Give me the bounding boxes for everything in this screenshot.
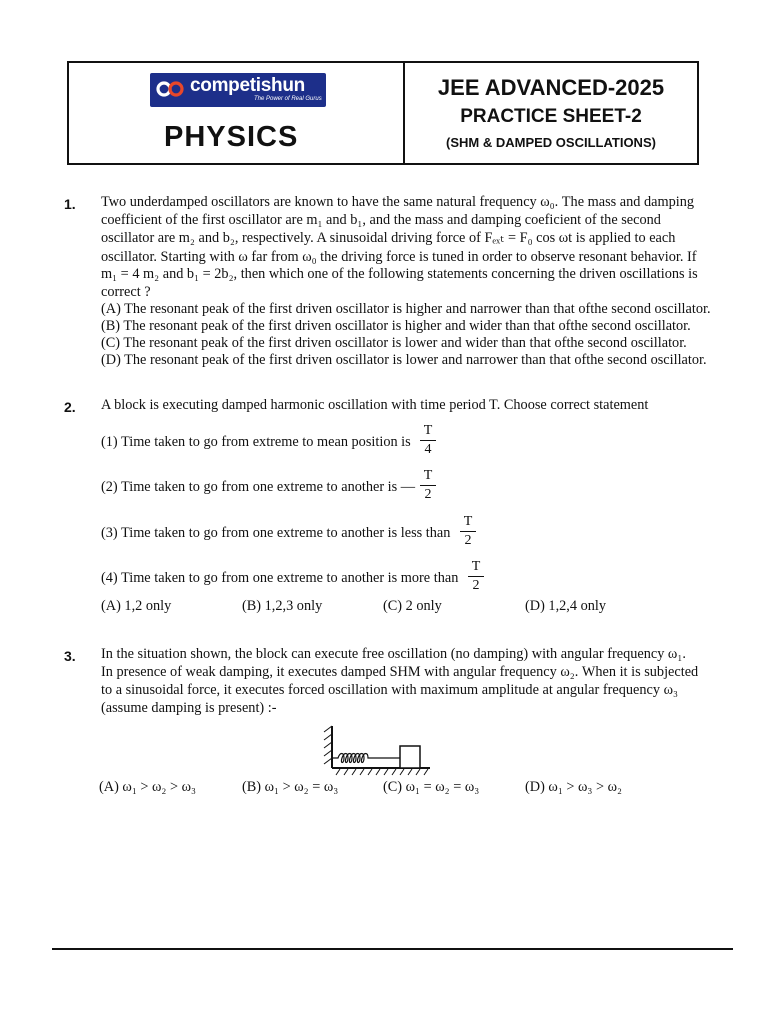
spring-block-diagram [322,722,434,776]
question-text-line: A block is executing damped harmonic oscillation with time period T. Choose correct statement [101,397,649,413]
option-d: (D) 1,2,4 only [525,598,607,614]
infinity-logo-icon [156,79,184,99]
fraction-denominator: 2 [464,533,472,548]
fraction-numerator: T [471,559,481,574]
question-text-line: correct ? [101,284,151,300]
fraction-denominator: 4 [424,442,432,457]
subject-title: PHYSICS [164,121,299,153]
option-a: (A) The resonant peak of the first driven oscillator is higher and narrower than that ofthe second oscillator. [101,301,711,317]
question-number: 1. [64,196,76,212]
exam-title: JEE ADVANCED-2025 [437,75,665,100]
fraction-numerator: T [423,468,433,483]
brand-tagline: The Power of Real Gurus [254,96,322,102]
wall [324,726,332,768]
floor [332,768,430,775]
statement-2: (2) Time taken to go from one extreme to another is — [101,479,416,495]
question-text-line: oscillator are m₂ and b₂, respectively. A sinusoidal driving force of Fₑₓₜ = F₀ cos ωt is applied to each [101,230,676,246]
option-b: (B) The resonant peak of the first driven oscillator is higher and wider than that ofthe second oscillator. [101,318,691,334]
statement-1: (1) Time taken to go from extreme to mean position is [101,434,411,450]
fraction [420,468,436,503]
option-c: (C) 2 only [383,598,442,614]
topic-title: (SHM & DAMPED OSCILLATIONS) [446,135,656,150]
fraction [420,423,436,458]
fraction-bar [460,531,476,532]
question-text-line: In the situation shown, the block can execute free oscillation (no damping) with angular frequency ω₁. [101,646,686,662]
option-c: (C) The resonant peak of the first driven oscillator is lower and wider than that ofthe second oscillator. [101,335,687,351]
footer-rule [52,948,733,950]
option-d: (D) The resonant peak of the first driven oscillator is lower and narrower than that ofthe second oscillator. [101,352,707,368]
option-b: (B) 1,2,3 only [242,598,323,614]
question-text-line: In presence of weak damping, it executes damped SHM with angular frequency ω₂. When it is subjected [101,664,699,680]
fraction-bar [420,485,436,486]
sheet-title: PRACTICE SHEET-2 [460,106,642,127]
fraction-numerator: T [463,514,473,529]
question-text-line: oscillator. Starting with ω far from ω₀ the driving force is tuned in order to observe resonant behavior. If [101,249,697,265]
header-box [67,61,699,165]
statement-3: (3) Time taken to go from one extreme to another is less than [101,525,451,541]
option-b: (B) ω₁ > ω₂ = ω₃ [242,779,339,795]
question-text-line: to a sinusoidal force, it executes forced oscillation with maximum amplitude at angular frequency ω₃ [101,682,678,698]
fraction-denominator: 2 [424,487,432,502]
brand-name: competishun [190,75,305,96]
question-number: 2. [64,399,76,415]
question-text-line: Two underdamped oscillators are known to have the same natural frequency ω₀. The mass and damping [101,194,695,210]
block [400,746,420,768]
fraction-bar [468,576,484,577]
option-a: (A) 1,2 only [101,598,172,614]
option-c: (C) ω₁ = ω₂ = ω₃ [383,779,480,795]
option-a: (A) ω₁ > ω₂ > ω₃ [99,779,197,795]
fraction-denominator: 2 [472,578,480,593]
spring [332,754,400,763]
fraction-bar [420,440,436,441]
question-text-line: coefficient of the first oscillator are m₁ and b₁, and the mass and damping coeficient of the second [101,212,661,228]
fraction [468,559,484,594]
option-d: (D) ω₁ > ω₃ > ω₂ [525,779,623,795]
question-text-line: m₁ = 4 m₂ and b₁ = 2b₂, then which one of the following statements concerning the driven oscillations is [101,266,698,282]
fraction-numerator: T [423,423,433,438]
statement-4: (4) Time taken to go from one extreme to another is more than [101,570,459,586]
brand-logo [150,73,326,107]
fraction [460,514,476,549]
question-text-line: (assume damping is present) :- [101,700,277,716]
question-number: 3. [64,648,76,664]
